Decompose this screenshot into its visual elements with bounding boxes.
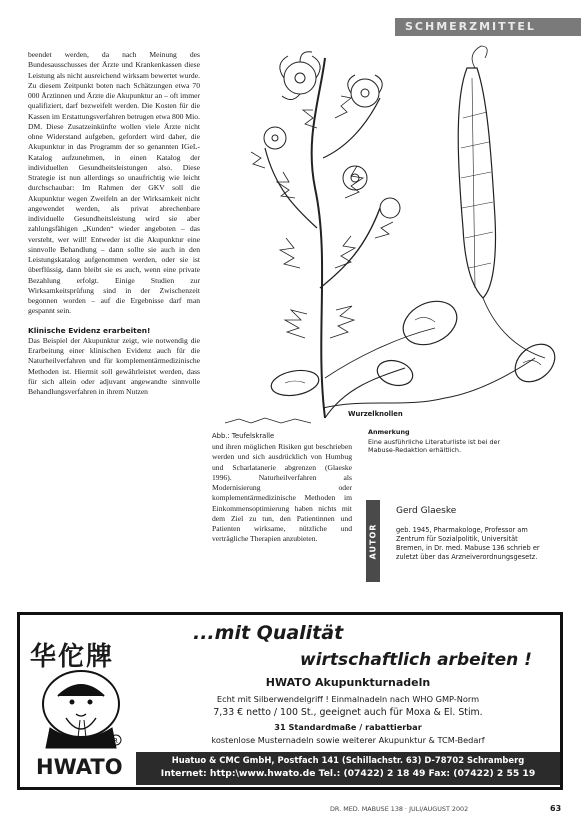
annotation-title: Anmerkung — [368, 428, 410, 436]
ad-title-economic: wirtschaftlich arbeiten ! — [300, 650, 532, 670]
section-heading: Klinische Evidenz erarbeiten! — [28, 325, 151, 335]
page-number: 63 — [550, 804, 562, 813]
middle-text-column — [212, 442, 352, 545]
ad-line-1: Echt mit Silberwendelgriff ! Einmalnadeln nach WHO GMP-Norm — [216, 694, 480, 704]
author-tab-label: AUTOR — [368, 523, 378, 559]
ad-product-name: HWATO Akupunkturnadeln — [265, 676, 431, 689]
ad-title-quality: ...mit Qualität — [193, 622, 344, 644]
ad-line-2: 7,33 € netto / 100 St., geeignet auch für Moxa & El. Stim. — [213, 707, 483, 718]
ad-contact-address: Huatuo & CMC GmbH, Postfach 141 (Schillachstr. 63) D-78702 Schramberg — [171, 755, 525, 765]
section-header: SCHMERZMITTEL — [405, 20, 536, 33]
figure-label: Wurzelknollen — [348, 410, 403, 418]
ad-logo-hanzi: 华佗牌 — [30, 642, 115, 672]
ad-portrait-illustration — [36, 668, 126, 750]
figure-caption: Abb.: Teufelskralle — [212, 432, 275, 440]
body-paragraph: beendet werden, da nach Meinung des Bundesausschusses der Ärzte und Krankenkassen diese Leistung als nicht ausreichend wirksam bewertet wurde. Zu diesem Zeitpunkt boten nach Schätzungen etwa 70 000 Ärztinnen und Ärzte die Akupunktur an – oft immer qualifiziert, darf bezweifelt werden. Die Kosten für die Kassen im Erstattungsverfahren betrugen etwa 800 Mio. DM. Diese Zusatzeinkünfte wollen viele Ärzte nicht ohne Widerstand aufgeben, gefordert wird daher, die Akupunktur in das Programm der so genannten IGeL-Katalog aufzunehmen, in einen Katalog der individuellen Gesundheitsleistungen also. Diese Strategie ist nun allerdings so unaufrichtig wie leicht durchschaubar: Im Rahmen der GKV soll die Akupunktur wegen Zweifeln an der Wirksamkeit nicht angewendet werden, als privat abrechenbare individuelle Gesundheitsleistung wird sie aber zahlungsfähigen „Kunden“ wieder angeboten – das versteht, wer will! Entweder ist die Akupunktur eine sinnvolle Behandlung – dann sollte sie auch in den Leistungskatalog aufgenommen werden, oder sie ist überflüssig, dann bleibt sie es auch, wenn eine private Bezahlung erfolgt. Einige Studien zur Wirksamkeitsprüfung sind in der Zwischenzeit begonnen worden – auf die Ergebnisse darf man gespannt sein. — [28, 50, 200, 316]
left-text-column — [28, 50, 200, 397]
annotation-text: Eine ausführliche Literaturliste ist bei der Mabuse-Redaktion erhältlich. — [368, 438, 501, 454]
body-paragraph: Das Beispiel der Akupunktur zeigt, wie notwendig die Erarbeitung einer klinischen Evidenz auch für die Naturheilverfahren und für komplementärmedizinische Methoden ist. Hiermit soll gewährleistet werden, dass für sich allein oder adjuvant angewandte sinnvolle Behandlungsverfahren in ihrem Nutzen — [28, 335, 200, 396]
ad-line-4: kostenlose Musternadeln sowie weiterer Akupunktur & TCM-Bedarf — [211, 735, 485, 745]
author-tab-label-wrap — [366, 500, 380, 582]
ad-line-3: 31 Standardmaße / rabattierbar — [274, 722, 422, 732]
journal-footer: DR. MED. MABUSE 138 · JULI/AUGUST 2002 — [330, 805, 469, 813]
plant-illustration — [205, 38, 570, 428]
author-name: Gerd Glaeske — [396, 506, 457, 516]
svg-text:R: R — [113, 737, 118, 745]
ad-contact-web-phone: Internet: http:\www.hwato.de Tel.: (07422) 2 18 49 Fax: (07422) 2 55 19 — [160, 768, 536, 779]
body-paragraph: und ihren möglichen Risiken gut beschrieben werden und sich ausdrücklich von Humbug und Scharlatanerie abgrenzen (Glaeske 1996). Naturheilverfahren als Modernisierung oder komplementärmedizinische Methoden im Einkommensoptimierung haben nichts mit dem Ziel zu tun, den Patientinnen und Patienten wirksame, nützliche und verträgliche Therapien anzubieten. — [212, 442, 352, 544]
ad-brand-logo: HWATO — [36, 755, 123, 779]
author-bio: geb. 1945, Pharmakologe, Professor am Zentrum für Sozialpolitik, Universität Bremen, in Dr. med. Mabuse 136 schrieb er zuletzt über das Arzneiverordnungsgesetz. — [396, 526, 540, 561]
annotation-box — [368, 428, 528, 454]
